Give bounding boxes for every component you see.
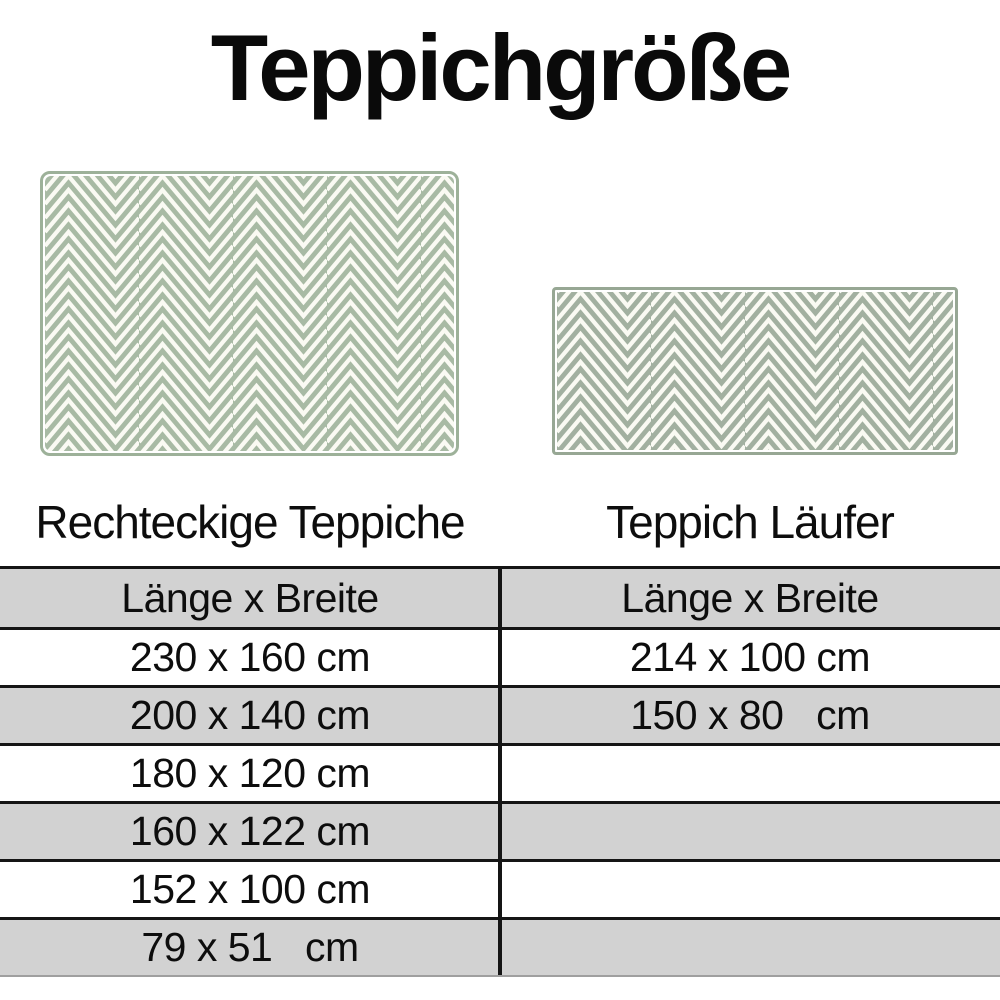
rectangular-rugs-label: Rechteckige Teppiche — [35, 496, 465, 548]
size-cell-left: 200 x 140 cm — [129, 692, 371, 738]
runner-rug-image — [552, 287, 958, 455]
chevron-pattern-right — [557, 292, 953, 450]
size-cell-right — [500, 746, 1000, 801]
size-cell-left: 230 x 160 cm — [129, 634, 371, 680]
size-cell-right — [500, 920, 1000, 975]
size-cell-right — [500, 862, 1000, 917]
size-table-header-right: Länge x Breite — [621, 574, 879, 621]
runner-rugs-label: Teppich Läufer — [606, 496, 894, 548]
size-table-header-left: Länge x Breite — [121, 574, 379, 621]
size-cell-right: 214 x 100 cm — [629, 634, 871, 680]
size-cell-left: 152 x 100 cm — [129, 866, 371, 912]
size-table — [0, 566, 1000, 977]
size-cell-left: 160 x 122 cm — [129, 808, 371, 854]
table-column-divider — [498, 569, 502, 975]
size-cell-left: 79 x 51 cm — [141, 924, 359, 970]
size-cell-right: 150 x 80 cm — [630, 692, 870, 738]
page-title: Teppichgröße — [210, 15, 790, 120]
size-cell-left: 180 x 120 cm — [129, 750, 371, 796]
chevron-pattern-left — [45, 176, 454, 451]
size-cell-right — [500, 804, 1000, 859]
rectangular-rug-image — [40, 171, 459, 456]
